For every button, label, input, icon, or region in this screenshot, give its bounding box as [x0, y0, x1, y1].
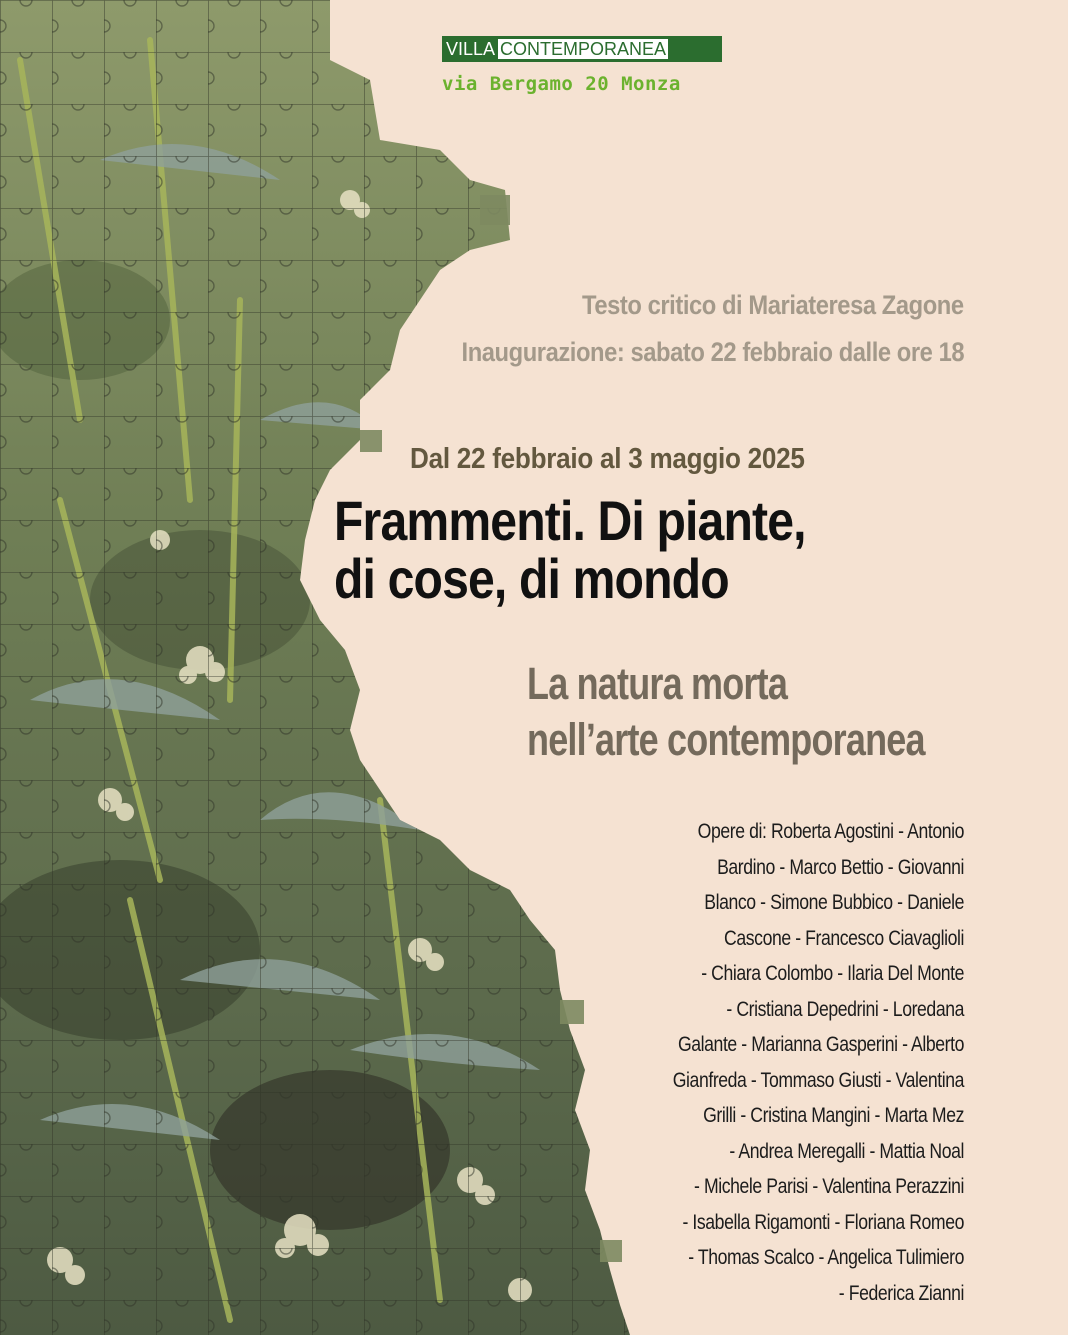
- exhibition-subtitle: [527, 656, 925, 768]
- exhibition-title: [334, 489, 806, 610]
- logo-contemporanea-text: CONTEMPORANEA: [500, 39, 667, 59]
- artists-line: - Michele Parisi - Valentina Perazzini: [694, 1175, 964, 1198]
- title-line-2: di cose, di mondo: [334, 547, 729, 610]
- address: via Bergamo 20 Monza: [442, 73, 681, 95]
- artists-list: [484, 814, 964, 1311]
- artists-line: Cascone - Francesco Ciavaglioli: [724, 926, 964, 950]
- exhibition-dates: Dal 22 febbraio al 3 maggio 2025: [410, 443, 805, 475]
- artists-line: - Isabella Rigamonti - Floriana Romeo: [682, 1210, 964, 1234]
- artists-line: - Andrea Meregalli - Mattia Noal: [729, 1139, 964, 1163]
- artists-line: - Chiara Colombo - Ilaria Del Monte: [701, 962, 964, 985]
- artists-line: Gianfreda - Tommaso Giusti - Valentina: [672, 1068, 964, 1092]
- artists-line: Galante - Marianna Gasperini - Alberto: [677, 1033, 964, 1056]
- inauguration-line: Inaugurazione: sabato 22 febbraio dalle ore 18: [461, 337, 964, 367]
- artists-line: Grilli - Cristina Mangini - Marta Mez: [703, 1104, 964, 1127]
- subtitle-line-2: nell’arte contemporanea: [527, 714, 925, 765]
- artists-line: Bardino - Marco Bettio - Giovanni: [717, 855, 964, 879]
- artists-line: - Thomas Scalco - Angelica Tulimiero: [688, 1246, 964, 1269]
- subtitle-line-1: La natura morta: [527, 658, 788, 709]
- artists-line: Blanco - Simone Bubbico - Daniele: [704, 891, 964, 914]
- artists-line: - Federica Zianni: [838, 1281, 964, 1305]
- artists-line: - Cristiana Depedrini - Loredana: [726, 997, 964, 1021]
- villa-contemporanea-logo: [442, 36, 722, 62]
- logo-villa-text: VILLA: [446, 38, 496, 59]
- artists-line: Opere di: Roberta Agostini - Antonio: [697, 820, 964, 843]
- title-line-1: Frammenti. Di piante,: [334, 489, 806, 552]
- critic-text-line: Testo critico di Mariateresa Zagone: [582, 290, 964, 320]
